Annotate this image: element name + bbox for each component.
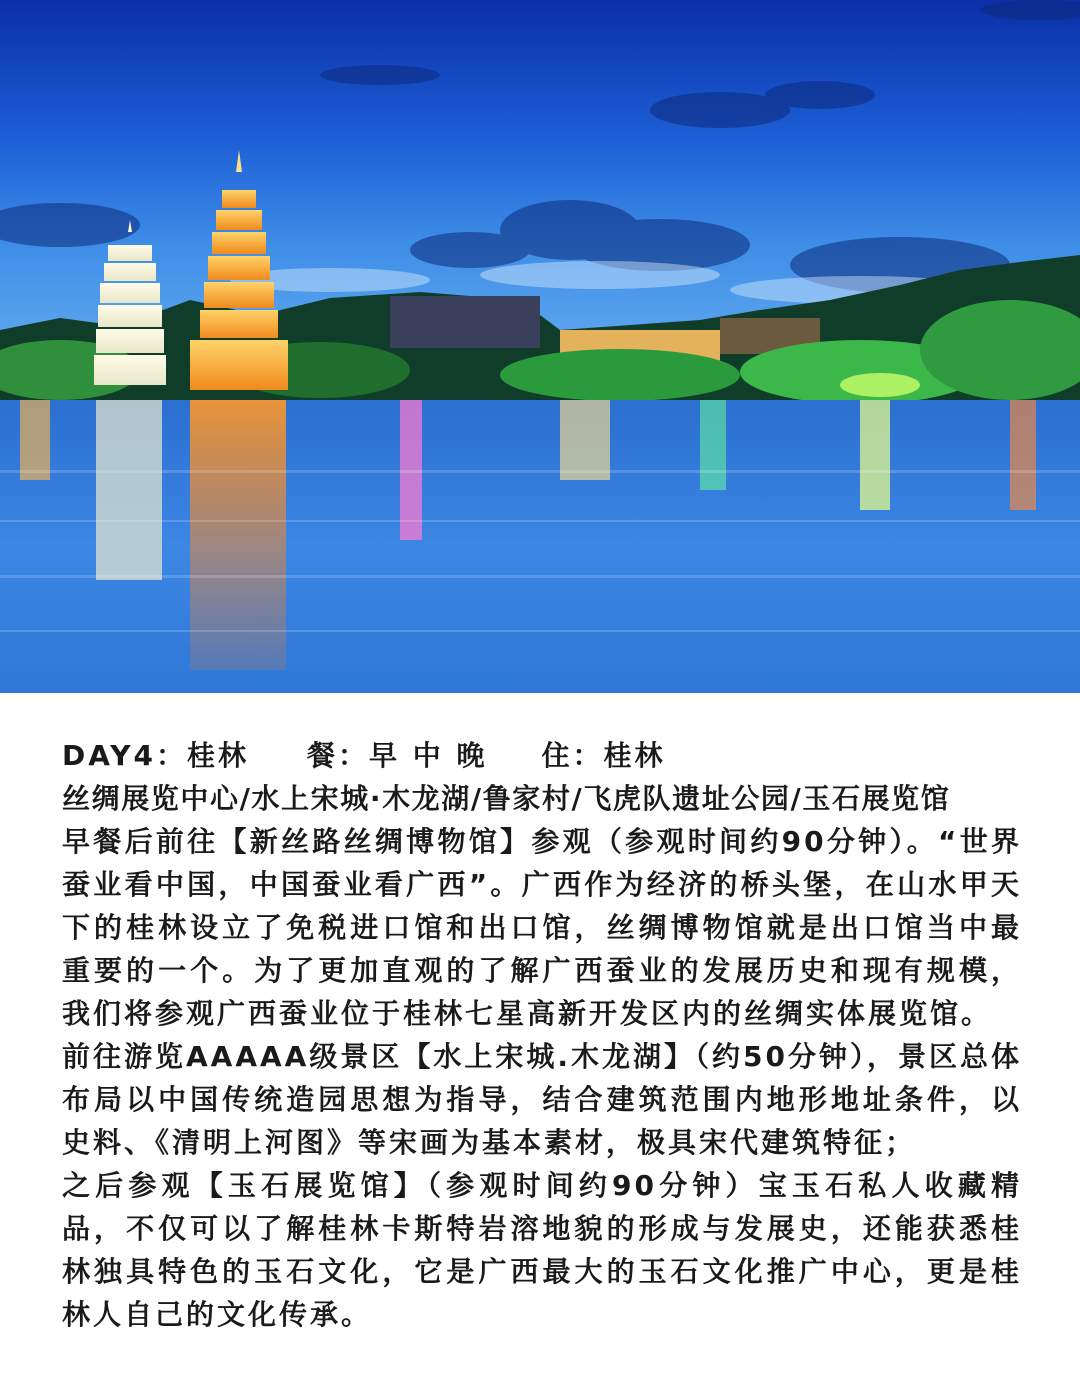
hero-photo [0,0,1080,693]
route-line: 丝绸展览中心/水上宋城·木龙湖/鲁家村/飞虎队遗址公园/玉石展览馆 [62,782,951,815]
day-header [62,734,1062,777]
day-label: DAY4：桂林 [62,739,249,772]
paragraph-silk-museum: 早餐后前往【新丝路丝绸博物馆】参观（参观时间约90分钟）。“世界蚕业看中国，中国蚕业看广西”。广西作为经济的桥头堡，在山水甲天下的桂林设立了免税进口馆和出口馆，丝绸博物馆就是出口馆当中最重要的一个。为了更加直观的了解广西蚕业的发展历史和现有规模，我们将参观广西蚕业位于桂林七星高新开发区内的丝绸实体展览馆。 [62,825,1022,1030]
meals-info: 餐：早 中 晚 [307,739,488,772]
paragraph-song-city: 前往游览AAAAA级景区【水上宋城.木龙湖】（约50分钟），景区总体布局以中国传统造园思想为指导，结合建筑范围内地形地址条件，以史料、《清明上河图》等宋画为基本素材，极具宋代建筑特征； [62,1040,1022,1159]
stay-info: 住：桂林 [541,739,666,772]
paragraph-jade-gallery: 之后参观【玉石展览馆】（参观时间约90分钟）宝玉石私人收藏精品，不仅可以了解桂林卡斯特岩溶地貌的形成与发展史，还能获悉桂林独具特色的玉石文化，它是广西最大的玉石文化推广中心，更是桂林人自己的文化传承。 [62,1169,1022,1331]
pagoda-lake-night-image [0,0,1080,693]
itinerary-section [62,734,1062,1336]
